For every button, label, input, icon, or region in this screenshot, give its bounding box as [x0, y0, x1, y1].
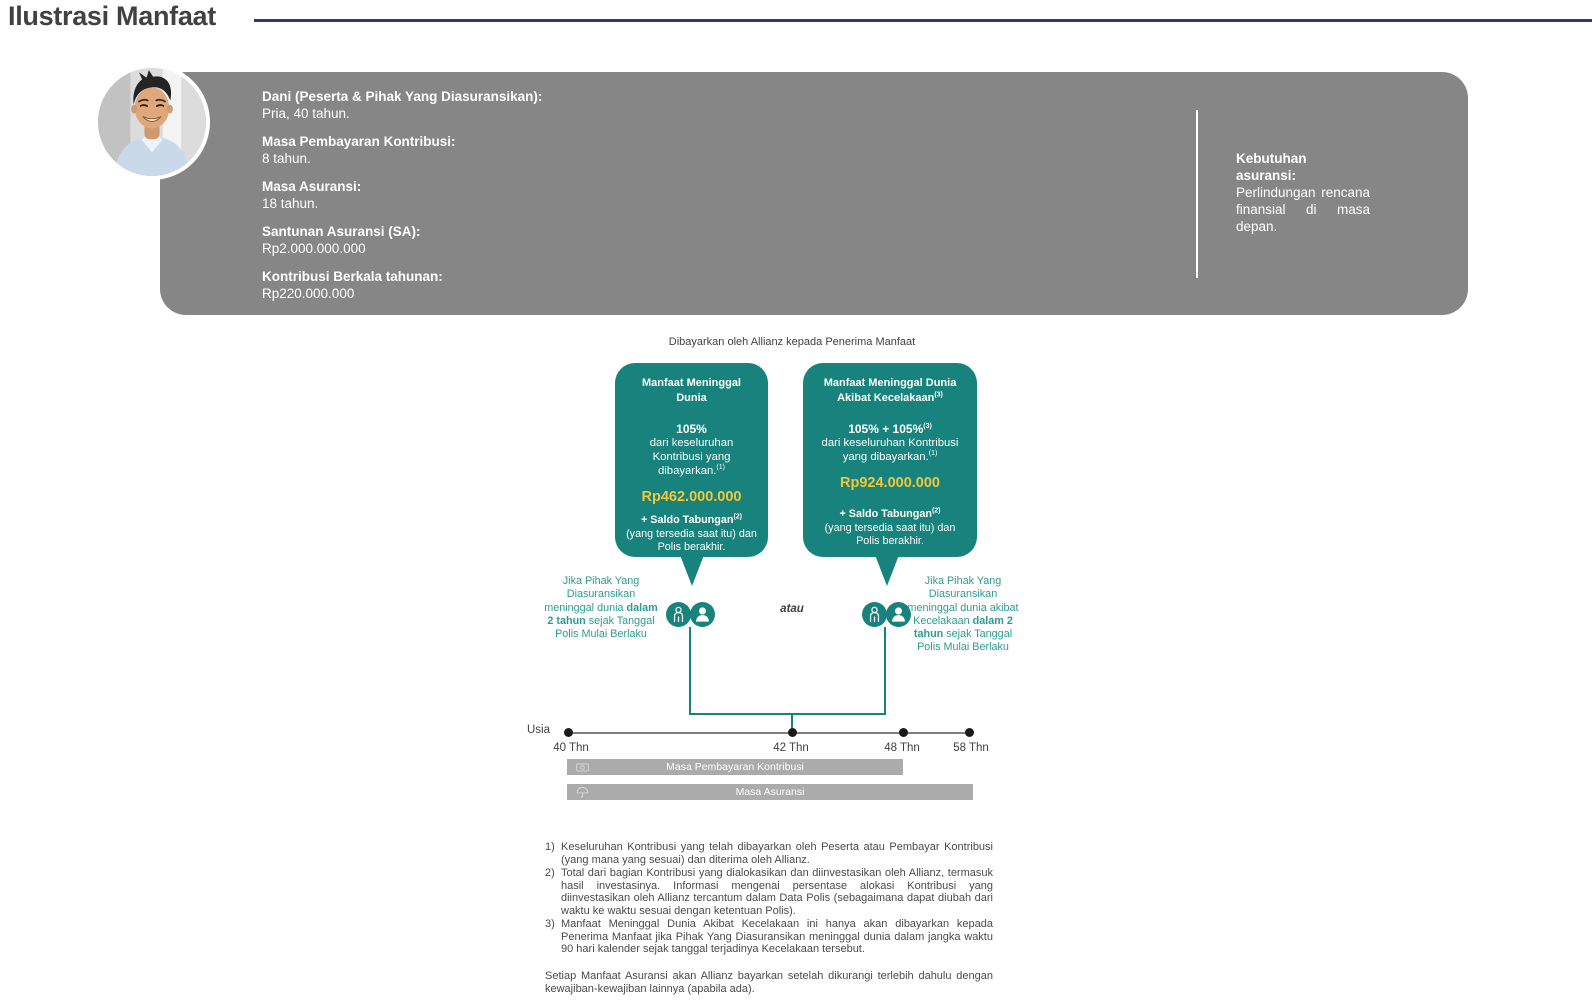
bar-label: Masa Asuransi: [735, 786, 805, 798]
benefit-description: dari keseluruhan Kontribusi yang dibayarkan.$^{(1)}$: [821, 437, 959, 463]
field-label: Kontribusi Berkala tahunan:: [262, 269, 443, 284]
profile-field: [262, 223, 622, 257]
benefit-box-title: Manfaat Meninggal Dunia Akibat Kecelakaan$^{(3)}$: [823, 377, 957, 404]
footnote: [545, 841, 993, 866]
profile-field: [262, 178, 622, 212]
benefit-amount: Rp462.000.000: [641, 489, 742, 505]
profile-field: [262, 88, 622, 122]
footnote: [545, 867, 993, 917]
contribution-period-bar: [567, 759, 903, 775]
footnote-text: Manfaat Meninggal Dunia Akibat Kecelakaan ini hanya akan dibayarkan kepada Penerima Manfaat jika Pihak Yang Diasuransikan meninggal dunia dalam jangka waktu 90 hari kalender sejak tanggal terjadinya Kecelakaan tersebut.: [561, 918, 993, 955]
benefit-box-accidental-death: [803, 363, 977, 557]
profile-fields: [262, 88, 622, 313]
benefit-percent: 105%: [676, 422, 707, 436]
timeline-dot: [899, 728, 908, 737]
condition-accidental-death: Jika Pihak Yang Diasuransikan meninggal dunia akibat Kecelakaan dalam 2 tahun sejak Tanggal Polis Mulai Berlaku: [907, 575, 1019, 654]
insurance-need: [1236, 150, 1376, 235]
benefit-saldo-note: + Saldo Tabungan$^{(2)}$ (yang tersedia saat itu) dan Polis berakhir.: [824, 507, 956, 547]
footnote: [545, 918, 993, 956]
footnotes: [545, 841, 993, 957]
field-label: Masa Asuransi:: [262, 179, 362, 194]
footnote-text: Keseluruhan Kontribusi yang telah dibayarkan oleh Peserta atau Pembayar Kontribusi (yang mana yang sesuai) dan diterima oleh Allianz.: [561, 841, 993, 866]
diagram-header: Dibayarkan oleh Allianz kepada Penerima Manfaat: [668, 336, 916, 348]
field-value: Pria, 40 tahun.: [262, 106, 350, 121]
condition-death: Jika Pihak Yang Diasuransikan meninggal dunia dalam 2 tahun sejak Tanggal Polis Mulai Berlaku: [544, 575, 658, 641]
need-value: Perlindungan rencana finansial di masa depan.: [1236, 185, 1370, 234]
timeline-tick: 42 Thn: [773, 742, 809, 754]
field-value: Rp2.000.000.000: [262, 241, 366, 256]
footnote-number: 2): [545, 867, 555, 879]
timeline-dot: [564, 728, 573, 737]
benefit-percent: 105% + 105%$^{(3)}$: [848, 422, 932, 436]
timeline-tick: 58 Thn: [953, 742, 989, 754]
connector-line: [689, 713, 886, 715]
title-rule: [254, 19, 1592, 22]
timeline-dot: [965, 728, 974, 737]
timeline-tick: 40 Thn: [553, 742, 589, 754]
avatar-illustration: [98, 68, 206, 176]
field-label: Santunan Asuransi (SA):: [262, 224, 421, 239]
timeline-axis-label: Usia: [527, 724, 551, 736]
field-label: Masa Pembayaran Kontribusi:: [262, 134, 456, 149]
connector-line: [884, 627, 886, 715]
profile-field: [262, 268, 622, 302]
timeline-dot: [788, 728, 797, 737]
footnote-number: 1): [545, 841, 555, 853]
avatar: [94, 64, 210, 180]
person-outline-icon: [666, 602, 691, 627]
page-title: Ilustrasi Manfaat: [8, 1, 216, 31]
vertical-divider: [1196, 110, 1198, 278]
field-label: Dani (Peserta & Pihak Yang Diasuransikan):: [262, 89, 543, 104]
umbrella-icon: [576, 786, 589, 799]
or-label: atau: [780, 603, 804, 615]
profile-card: [160, 72, 1468, 315]
connector-line: [689, 627, 691, 715]
benefit-saldo-note: + Saldo Tabungan$^{(2)}$ (yang tersedia saat itu) dan Polis berakhir.: [626, 513, 757, 553]
timeline-line: [566, 732, 971, 734]
callout-tail: [875, 555, 899, 586]
benefit-box-title: Manfaat Meninggal Dunia: [641, 377, 741, 404]
benefit-amount: Rp924.000.000: [840, 475, 940, 491]
need-label: Kebutuhan asuransi:: [1236, 151, 1307, 183]
field-value: 18 tahun.: [262, 196, 319, 211]
callout-tail: [680, 555, 704, 586]
bar-label: Masa Pembayaran Kontribusi: [666, 761, 804, 773]
profile-field: [262, 133, 622, 167]
person-outline-icon: [862, 602, 887, 627]
closing-note: Setiap Manfaat Asuransi akan Allianz bayarkan setelah dikurangi terlebih dahulu dengan kewajiban-kewajiban lainnya (apabila ada).: [545, 970, 993, 995]
footnote-text: Total dari bagian Kontribusi yang dialokasikan dan diinvestasikan oleh Allianz, termasuk hasil investasinya. Informasi mengenai persentase alokasi Kontribusi yang diinvestasikan oleh Allianz tercantum dalam Data Polis (sebagaimana dapat diubah dari waktu ke waktu sesuai dengan ketentuan Polis).: [561, 867, 993, 917]
benefit-description: dari keseluruhan Kontribusi yang dibayarkan.$^{(1)}$: [649, 437, 734, 477]
money-icon: [576, 761, 589, 774]
benefit-box-death: [615, 363, 768, 557]
timeline-tick: 48 Thn: [884, 742, 920, 754]
field-value: Rp220.000.000: [262, 286, 355, 301]
footnote-number: 3): [545, 918, 555, 930]
insurance-period-bar: [567, 784, 973, 800]
person-bust-icon: [690, 602, 715, 627]
field-value: 8 tahun.: [262, 151, 311, 166]
